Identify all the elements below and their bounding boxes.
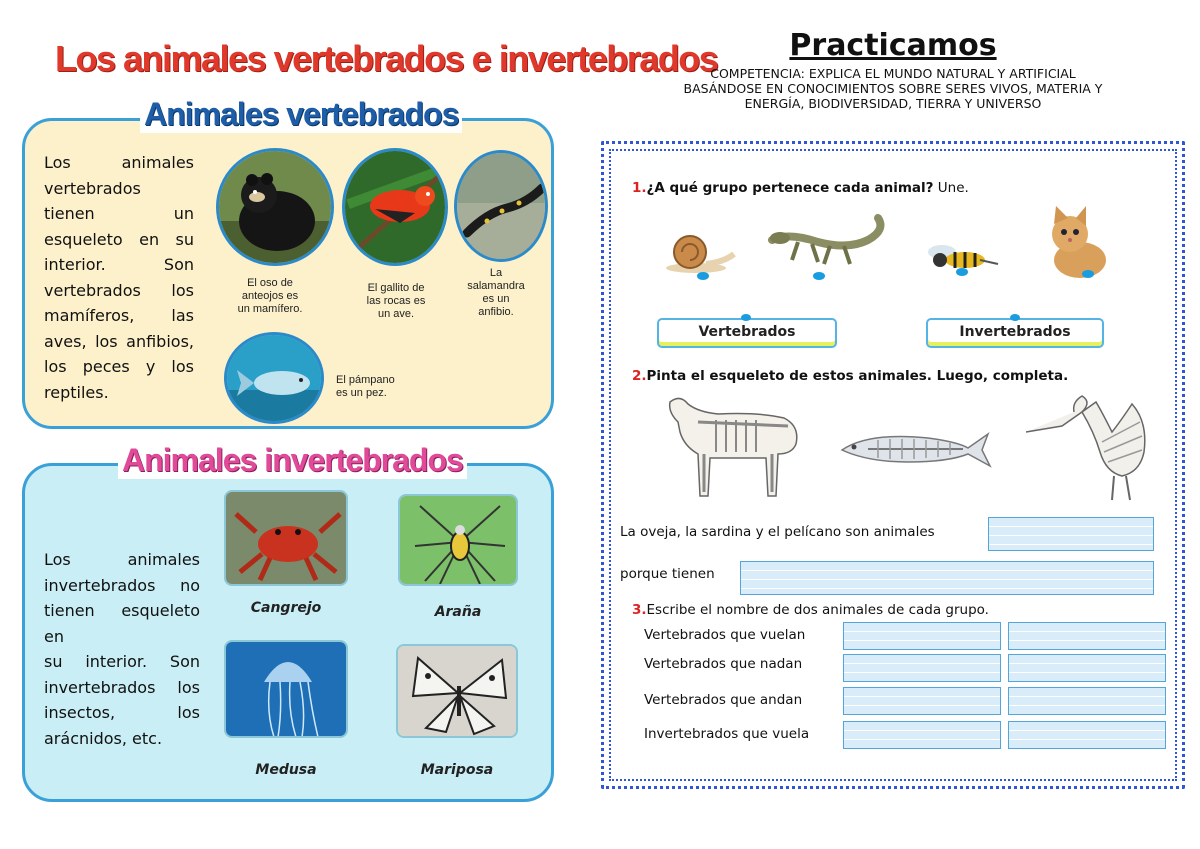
question-3	[632, 602, 989, 618]
answer-field[interactable]	[1008, 622, 1166, 650]
text-line: vertebrados los	[44, 280, 194, 300]
answer-field[interactable]	[843, 654, 1001, 682]
pampano-caption	[336, 374, 406, 400]
text-line: interior. Son	[44, 255, 194, 274]
text-line: mamíferos, las	[44, 306, 194, 325]
caption-line: El gallito de	[367, 282, 425, 294]
fish-skeleton-icon	[838, 428, 992, 474]
caption-line: La	[489, 267, 503, 279]
caption-line: El pámpano	[336, 374, 395, 386]
pelican-skeleton-icon	[1022, 392, 1158, 508]
row-label: Vertebrados que andan	[644, 692, 803, 708]
cangrejo-caption: Cangrejo	[250, 600, 322, 616]
question-text-extra: Une.	[933, 180, 969, 196]
competencia-line: ENERGÍA, BIODIVERSIDAD, TIERRA Y UNIVERSO	[744, 96, 1042, 111]
answer-field[interactable]	[1008, 654, 1166, 682]
text-line: Los animales	[44, 153, 194, 172]
text-line: arácnidos, etc.	[44, 728, 163, 748]
answer-field[interactable]	[843, 687, 1001, 715]
text-line: esqueleto en su	[44, 229, 194, 249]
vertebrados-text	[44, 150, 194, 405]
invertebrados-text	[44, 547, 200, 751]
question-2	[632, 368, 1068, 384]
text-line: Los animales	[44, 550, 200, 569]
caption-line: un mamífero.	[237, 303, 303, 315]
connect-dot[interactable]	[1082, 270, 1094, 278]
gallito-caption	[350, 282, 442, 321]
row-label: Vertebrados que vuelan	[644, 627, 806, 643]
text-line: aves, los anfibios,	[44, 331, 194, 351]
fish-photo	[224, 332, 324, 424]
text-line: tienen un	[44, 204, 194, 223]
caption-line: las rocas es	[366, 295, 426, 307]
bird-photo	[342, 148, 448, 266]
oso-caption	[224, 277, 316, 316]
vertebrados-box[interactable]: Vertebrados	[657, 318, 837, 348]
question-text: ¿A qué grupo pertenece cada animal?	[646, 180, 934, 196]
caption-line: El oso de	[247, 277, 293, 289]
butterfly-photo	[396, 644, 518, 738]
caption-line: es un pez.	[336, 387, 387, 399]
mariposa-caption: Mariposa	[420, 762, 494, 778]
connect-dot[interactable]	[1010, 314, 1020, 321]
answer-field[interactable]	[988, 517, 1154, 551]
connect-dot[interactable]	[741, 314, 751, 321]
question-text: Pinta el esqueleto de estos animales. Luego, completa.	[646, 368, 1069, 384]
text-line: su interior. Son	[44, 652, 200, 671]
text-line: invertebrados no	[44, 575, 200, 595]
medusa-caption: Medusa	[255, 762, 317, 778]
answer-field[interactable]	[1008, 721, 1166, 749]
caption-line: es un	[482, 293, 510, 305]
caption-line: anteojos es	[241, 290, 299, 302]
row-label: Vertebrados que nadan	[644, 656, 803, 672]
text-line: invertebrados los	[44, 677, 200, 697]
question-number: 2.	[632, 368, 647, 384]
answer-field[interactable]	[843, 721, 1001, 749]
question-number: 1.	[632, 180, 647, 196]
arana-caption: Araña	[434, 604, 482, 620]
row-label: Invertebrados que vuela	[644, 726, 810, 742]
competencia-text	[600, 66, 1186, 111]
question-text: Escribe el nombre de dos animales de cada grupo.	[646, 602, 989, 618]
competencia-line: BASÁNDOSE EN CONOCIMIENTOS SOBRE SERES VIVOS, MATERIA Y	[683, 81, 1103, 96]
text-line: tienen esqueleto en	[44, 601, 200, 646]
caption-line: anfibio.	[478, 306, 514, 318]
caption-line: salamandra	[467, 280, 525, 292]
connect-dot[interactable]	[697, 272, 709, 280]
text-line: insectos, los	[44, 703, 200, 722]
bear-photo	[216, 148, 334, 266]
question-number: 3.	[632, 602, 647, 618]
invertebrados-box[interactable]: Invertebrados	[926, 318, 1104, 348]
crab-photo	[224, 490, 348, 586]
lizard-icon	[768, 212, 888, 276]
text-line: vertebrados	[44, 178, 141, 198]
salamandra-caption	[456, 267, 536, 319]
answer-field[interactable]	[740, 561, 1154, 595]
jellyfish-photo	[224, 640, 348, 738]
spider-photo	[398, 494, 518, 586]
answer-field[interactable]	[843, 622, 1001, 650]
practicamos-title: Practicamos	[789, 28, 997, 63]
text-line: los peces y los	[44, 357, 194, 376]
connect-dot[interactable]	[956, 268, 968, 276]
sentence-1: La oveja, la sardina y el pelícano son animales	[620, 524, 935, 540]
sentence-2: porque tienen	[620, 566, 715, 582]
sheep-skeleton-icon	[658, 392, 806, 508]
question-1	[632, 180, 969, 196]
answer-field[interactable]	[1008, 687, 1166, 715]
caption-line: un ave.	[377, 308, 415, 320]
main-title: Los animales vertebrados e invertebrados	[55, 38, 718, 79]
salamander-photo	[454, 150, 548, 262]
vertebrados-heading: Animales vertebrados	[140, 96, 462, 133]
kitten-icon	[1040, 204, 1116, 284]
invertebrados-heading: Animales invertebrados	[118, 442, 467, 479]
text-line: reptiles.	[44, 382, 109, 402]
competencia-line: COMPETENCIA: EXPLICA EL MUNDO NATURAL Y ARTIFICIAL	[710, 66, 1076, 81]
connect-dot[interactable]	[813, 272, 825, 280]
